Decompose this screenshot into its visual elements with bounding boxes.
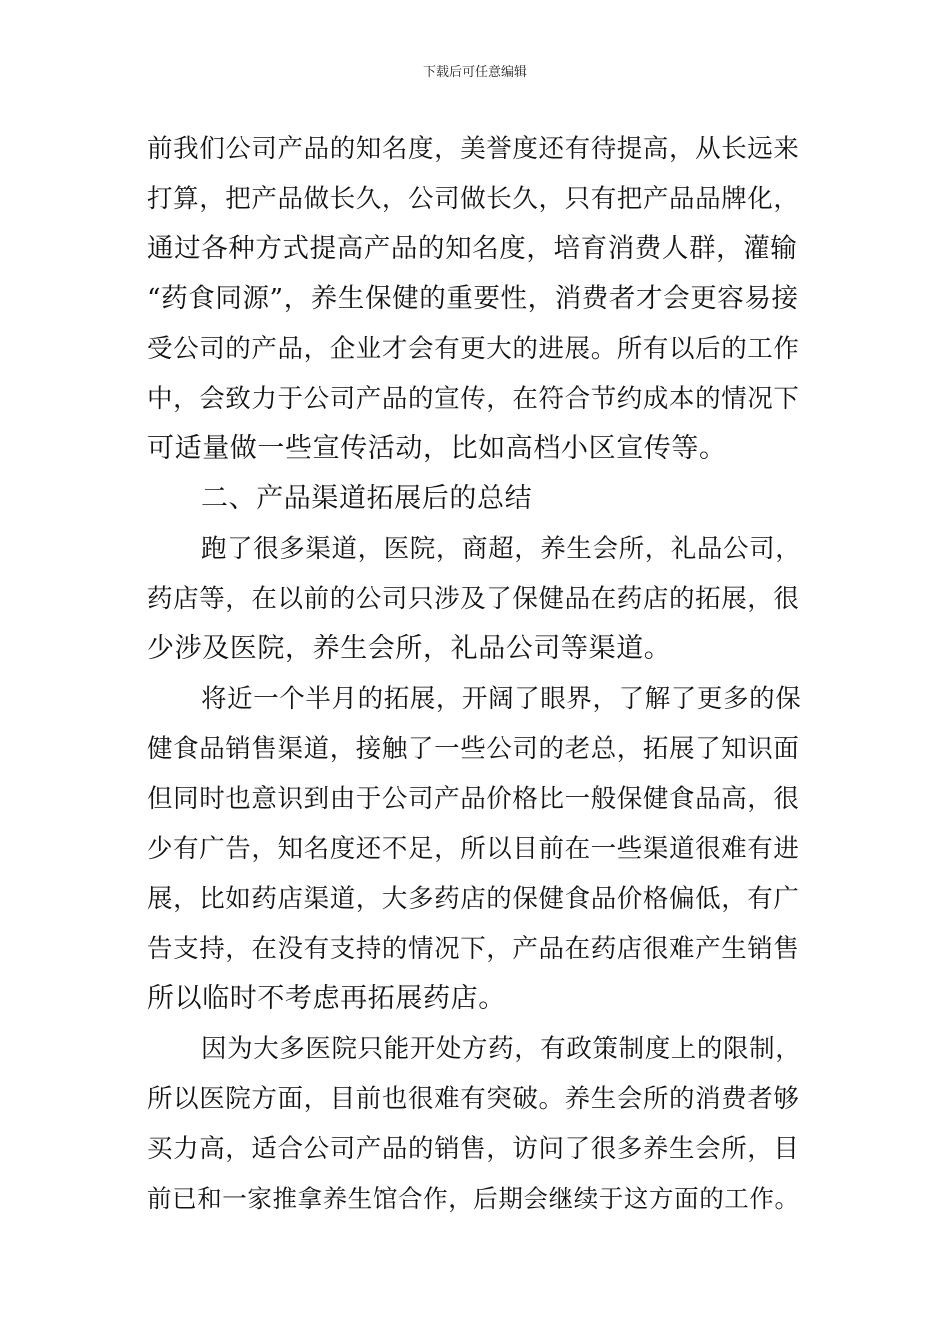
body-line: 告支持，在没有支持的情况下，产品在药店很难产生销售: [147, 934, 800, 964]
page-header: 下载后可任意编辑: [422, 65, 527, 80]
body-line: 药店等，在以前的公司只涉及了保健品在药店的拓展，很: [147, 584, 800, 614]
body-line: 前已和一家推拿养生馆合作，后期会继续于这方面的工作。: [147, 1184, 800, 1213]
body-line: 将近一个半月的拓展，开阔了眼界，了解了更多的保: [201, 684, 802, 714]
body-line: 受公司的产品，企业才会有更大的进展。所有以后的工作: [147, 334, 800, 364]
body-line: 打算，把产品做长久，公司做长久，只有把产品品牌化，: [147, 184, 800, 214]
body-line: 所以临时不考虑再拓展药店。: [147, 983, 506, 1014]
body-line: 中，会致力于公司产品的宣传，在符合节约成本的情况下: [147, 384, 800, 414]
body-line: 因为大多医院只能开处方药，有政策制度上的限制，: [201, 1034, 802, 1064]
body-line: 但同时也意识到由于公司产品价格比一般保健食品高，很: [147, 784, 800, 814]
body-line: 前我们公司产品的知名度，美誉度还有待提高，从长远来: [147, 134, 800, 164]
body-line: 展，比如药店渠道，大多药店的保健食品价格偏低，有广: [147, 884, 800, 914]
section-heading: 二、产品渠道拓展后的总结: [201, 483, 533, 514]
body-line: 少有广告，知名度还不足，所以目前在一些渠道很难有进: [147, 834, 800, 864]
body-line: “药食同源”，养生保健的重要性，消费者才会更容易接: [147, 283, 799, 314]
body-line: 买力高，适合公司产品的销售，访问了很多养生会所，目: [147, 1134, 800, 1164]
body-line: 通过各种方式提高产品的知名度，培育消费人群，灌输: [147, 233, 798, 264]
body-line: 健食品销售渠道，接触了一些公司的老总，拓展了知识面: [147, 734, 800, 764]
body-line: 少涉及医院，养生会所，礼品公司等渠道。: [147, 633, 672, 664]
body-line: 跑了很多渠道，医院，商超，养生会所，礼品公司，: [201, 534, 802, 564]
body-line: 可适量做一些宣传活动，比如高档小区宣传等。: [147, 433, 727, 464]
body-line: 所以医院方面，目前也很难有突破。养生会所的消费者够: [147, 1084, 800, 1114]
